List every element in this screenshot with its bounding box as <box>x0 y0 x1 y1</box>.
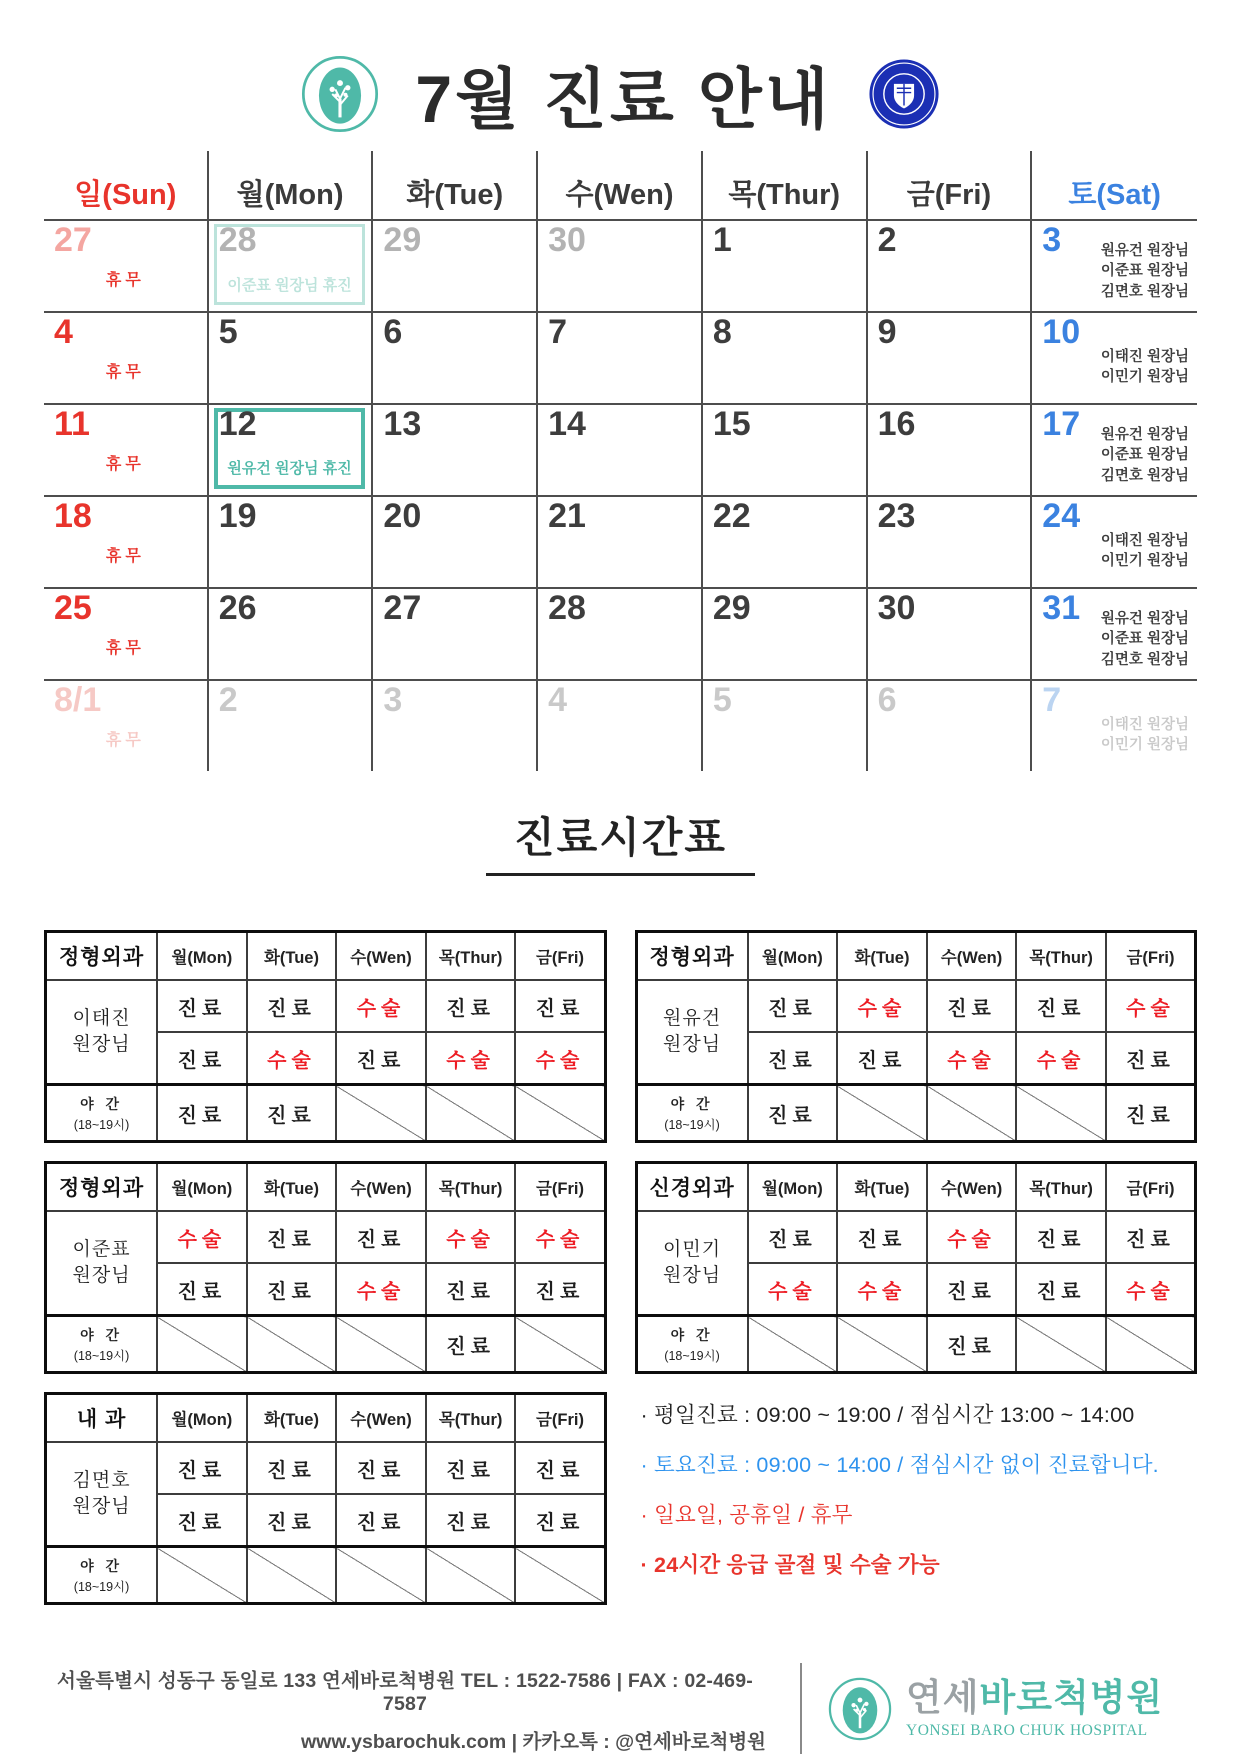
day-number: 19 <box>218 497 257 535</box>
day-header: 금(Fri) <box>1106 932 1196 981</box>
day-number: 6 <box>383 313 403 351</box>
calendar-day-28 <box>209 219 374 311</box>
calendar-day-20 <box>373 495 538 587</box>
calendar-day-8-1 <box>44 679 209 771</box>
schedule-cell: 수술 <box>157 1211 247 1263</box>
doctor-name: 이태진 원장님 <box>1100 717 1189 733</box>
night-label <box>46 1547 158 1604</box>
schedule-cell: 수술 <box>748 1263 838 1316</box>
night-label-text: 야 간 <box>670 1326 714 1343</box>
holiday-label: 휴무 <box>105 732 145 749</box>
calendar-day-24 <box>1032 495 1197 587</box>
empty-slot <box>247 1547 337 1604</box>
schedule-cell: 수술 <box>515 1032 605 1085</box>
day-header: 목(Thur) <box>426 932 516 981</box>
schedule-cell: 수술 <box>837 1263 927 1316</box>
calendar-day-10 <box>1032 311 1197 403</box>
empty-slot <box>1106 1316 1196 1373</box>
day-number: 20 <box>383 497 422 535</box>
schedule-cell: 수술 <box>837 980 927 1032</box>
schedule-cell: 진료 <box>748 1211 838 1263</box>
holiday-label: 휴무 <box>105 456 145 473</box>
day-header: 목(Thur) <box>1016 932 1106 981</box>
empty-slot <box>837 1085 927 1142</box>
calendar-day-4 <box>538 679 703 771</box>
notes-panel <box>635 1392 1198 1605</box>
doctor-list <box>1101 531 1189 572</box>
schedule-cell: 진료 <box>247 980 337 1032</box>
schedule-cell: 진료 <box>1016 980 1106 1032</box>
schedule-cell: 진료 <box>247 1442 337 1494</box>
schedule-cell: 진료 <box>837 1032 927 1085</box>
night-label-text: 야 간 <box>80 1095 124 1112</box>
night-label-text: 야 간 <box>670 1095 714 1112</box>
doctor-name-line: 원장님 <box>663 1265 722 1286</box>
doctor-name-line: 이민기 <box>663 1239 722 1261</box>
timetable-grid <box>44 930 1197 1605</box>
day-number: 31 <box>1042 589 1081 627</box>
schedule-cell: 수술 <box>515 1211 605 1263</box>
schedule-cell: 진료 <box>515 1263 605 1316</box>
section-title: 진료시간표 <box>486 805 755 876</box>
empty-slot <box>1016 1316 1106 1373</box>
calendar-day-8 <box>703 311 868 403</box>
calendar-day-14 <box>538 403 703 495</box>
doctor-name: 김면호 원장님 <box>1100 283 1189 300</box>
day-number: 30 <box>877 589 916 627</box>
day-number: 6 <box>877 681 897 719</box>
empty-slot <box>157 1316 247 1373</box>
brand-name-ko-gray: 연세 <box>906 1676 980 1718</box>
poster-header <box>0 0 1241 141</box>
schedule-cell: 진료 <box>336 1494 426 1547</box>
day-number: 3 <box>383 681 403 719</box>
dept-label: 정형외과 <box>636 932 748 981</box>
calendar-grid <box>44 219 1197 771</box>
schedule-cell: 진료 <box>837 1211 927 1263</box>
page-title: 7월 진료 안내 <box>415 62 832 136</box>
calendar-day-16 <box>868 403 1033 495</box>
day-header: 목(Thur) <box>1016 1163 1106 1212</box>
schedule-cell: 수술 <box>927 1032 1017 1085</box>
schedule-cell: 진료 <box>157 1494 247 1547</box>
empty-slot <box>426 1547 516 1604</box>
empty-slot <box>247 1316 337 1373</box>
holiday-label: 휴무 <box>105 548 145 565</box>
schedule-cell: 진료 <box>748 1085 838 1142</box>
holiday-label: 휴무 <box>105 364 145 381</box>
calendar-day-3 <box>373 679 538 771</box>
calendar-day-29 <box>373 219 538 311</box>
calendar-day-3 <box>1032 219 1197 311</box>
doctor-name: 원유건 원장님 <box>1100 611 1189 627</box>
schedule-cell: 진료 <box>927 1316 1017 1373</box>
doctor-name: 원유건 원장님 <box>1100 427 1189 443</box>
day-number: 15 <box>712 405 751 443</box>
schedule-cell: 진료 <box>426 1494 516 1547</box>
day-header: 화(Tue) <box>247 1163 337 1212</box>
calendar-day-7 <box>1032 679 1197 771</box>
calendar-day-header-5: 목(Thur) <box>703 151 868 219</box>
night-label-hours: (18~19시) <box>73 1117 130 1132</box>
schedule-cell: 진료 <box>1106 1032 1196 1085</box>
brand-name-en: YONSEI BARO CHUK HOSPITAL <box>906 1722 1148 1740</box>
schedule-cell: 진료 <box>927 980 1017 1032</box>
day-number: 27 <box>54 221 92 259</box>
schedule-cell: 진료 <box>927 1263 1017 1316</box>
day-header: 화(Tue) <box>837 1163 927 1212</box>
doctor-name: 김면호 원장님 <box>1100 651 1189 668</box>
poster-footer <box>40 1663 1201 1754</box>
dept-label: 정형외과 <box>46 932 158 981</box>
doctor-list <box>1101 609 1189 670</box>
night-label <box>636 1316 748 1373</box>
timetable-이태진 <box>44 930 607 1143</box>
schedule-cell: 진료 <box>157 1032 247 1085</box>
empty-slot <box>426 1085 516 1142</box>
footer-logo-icon <box>828 1677 892 1741</box>
day-header: 수(Wen) <box>927 1163 1017 1212</box>
night-label <box>636 1085 748 1142</box>
day-header: 월(Mon) <box>157 1163 247 1212</box>
calendar-day-1 <box>703 219 868 311</box>
schedule-cell: 수술 <box>1016 1032 1106 1085</box>
doctor-name: 이민기 원장님 <box>1100 737 1189 754</box>
day-header: 금(Fri) <box>1106 1163 1196 1212</box>
schedule-cell: 진료 <box>515 980 605 1032</box>
schedule-cell: 진료 <box>748 980 838 1032</box>
day-number: 7 <box>548 313 568 351</box>
calendar-day-27 <box>44 219 209 311</box>
doctor-name: 김면호 원장님 <box>1100 467 1189 484</box>
dept-label: 내 과 <box>46 1394 158 1443</box>
calendar-day-11 <box>44 403 209 495</box>
doctor-name: 이준표 원장님 <box>1100 631 1189 648</box>
schedule-cell: 수술 <box>426 1211 516 1263</box>
day-header: 금(Fri) <box>515 1394 605 1443</box>
calendar-day-header-3: 화(Tue) <box>373 151 538 219</box>
schedule-cell: 수술 <box>336 980 426 1032</box>
calendar-day-26 <box>209 587 374 679</box>
schedule-cell: 수술 <box>426 1032 516 1085</box>
doctor-name: 원유건 원장님 <box>1100 243 1189 259</box>
schedule-cell: 진료 <box>1016 1263 1106 1316</box>
day-number: 30 <box>548 221 586 259</box>
calendar-day-15 <box>703 403 868 495</box>
doctor-name: 이민기 원장님 <box>1100 553 1189 570</box>
calendar-day-header-2: 월(Mon) <box>209 151 374 219</box>
schedule-cell: 진료 <box>157 1085 247 1142</box>
schedule-cell: 진료 <box>515 1442 605 1494</box>
day-header: 목(Thur) <box>426 1163 516 1212</box>
schedule-cell: 진료 <box>157 1263 247 1316</box>
day-number: 29 <box>383 221 422 259</box>
calendar-day-18 <box>44 495 209 587</box>
calendar-day-header-7: 토(Sat) <box>1068 179 1161 211</box>
calendar-day-header-6: 금(Fri) <box>868 151 1033 219</box>
calendar-day-13 <box>373 403 538 495</box>
doctor-name-line: 이태진 <box>72 1008 131 1030</box>
doctor-name-line: 김면호 <box>72 1470 131 1492</box>
night-label-hours: (18~19시) <box>73 1579 130 1594</box>
empty-slot <box>515 1316 605 1373</box>
day-number: 14 <box>548 405 586 443</box>
calendar-day-17 <box>1032 403 1197 495</box>
day-number: 2 <box>877 221 897 259</box>
dept-label: 신경외과 <box>636 1163 748 1212</box>
calendar-day-31 <box>1032 587 1197 679</box>
doctor-name-cell <box>46 980 158 1085</box>
footer-contact <box>40 1665 770 1754</box>
footer-divider <box>800 1663 802 1754</box>
calendar-day-25 <box>44 587 209 679</box>
doctor-name-cell <box>636 980 748 1085</box>
schedule-cell: 진료 <box>426 1442 516 1494</box>
doctor-name: 이태진 원장님 <box>1100 349 1189 365</box>
timetable-이민기 <box>635 1161 1198 1374</box>
day-header: 화(Tue) <box>247 1394 337 1443</box>
schedule-cell: 수술 <box>336 1263 426 1316</box>
calendar-day-5 <box>703 679 868 771</box>
day-number: 8/1 <box>54 681 102 719</box>
schedule-cell: 진료 <box>157 1442 247 1494</box>
doctor-list <box>1101 715 1189 756</box>
calendar-day-27 <box>373 587 538 679</box>
note-line: · 일요일, 공휴일 / 휴무 <box>640 1503 853 1527</box>
schedule-cell: 진료 <box>247 1085 337 1142</box>
timetable-원유건 <box>635 930 1198 1143</box>
hospital-seal-icon <box>301 55 379 133</box>
day-number: 28 <box>218 221 257 259</box>
schedule-cell: 진료 <box>1106 1211 1196 1263</box>
calendar-day-22 <box>703 495 868 587</box>
night-label-hours: (18~19시) <box>664 1348 720 1363</box>
schedule-cell: 수술 <box>247 1032 337 1085</box>
doctor-list <box>1101 425 1189 486</box>
calendar-day-28 <box>538 587 703 679</box>
day-number: 23 <box>877 497 916 535</box>
footer-address: 서울특별시 성동구 동일로 133 연세바로척병원 TEL : 1522-7586 | FAX : 02-469-7587 <box>57 1669 753 1715</box>
doctor-name-line: 원장님 <box>72 1496 131 1517</box>
footer-brand <box>828 1677 1163 1741</box>
calendar-day-6 <box>868 679 1033 771</box>
empty-slot <box>837 1316 927 1373</box>
calendar-day-9 <box>868 311 1033 403</box>
doctor-name-cell <box>46 1442 158 1547</box>
doctor-name: 이민기 원장님 <box>1100 369 1189 386</box>
calendar-day-6 <box>373 311 538 403</box>
day-header: 수(Wen) <box>336 1163 426 1212</box>
holiday-label: 휴무 <box>105 640 145 657</box>
empty-slot <box>157 1547 247 1604</box>
timetable-이준표 <box>44 1161 607 1374</box>
empty-slot <box>336 1085 426 1142</box>
timetable-section-header <box>0 805 1241 876</box>
day-number: 4 <box>548 681 568 719</box>
day-number: 24 <box>1042 497 1081 535</box>
night-label-text: 야 간 <box>80 1326 124 1343</box>
doctor-name-line: 원유건 <box>663 1008 722 1030</box>
day-number: 1 <box>712 221 732 259</box>
day-number: 3 <box>1042 221 1062 259</box>
doctor-list <box>1101 347 1189 388</box>
day-number: 16 <box>877 405 916 443</box>
calendar-day-30 <box>868 587 1033 679</box>
empty-slot <box>1016 1085 1106 1142</box>
schedule-cell: 진료 <box>426 1263 516 1316</box>
day-header: 금(Fri) <box>515 932 605 981</box>
day-number: 29 <box>712 589 751 627</box>
day-number: 2 <box>218 681 238 719</box>
doctor-name-line: 이준표 <box>72 1239 131 1261</box>
day-header: 월(Mon) <box>157 932 247 981</box>
day-number: 18 <box>54 497 92 535</box>
calendar-day-29 <box>703 587 868 679</box>
day-number: 8 <box>712 313 732 351</box>
night-label-text: 야 간 <box>80 1557 124 1574</box>
day-number: 5 <box>218 313 238 351</box>
calendar-header-row <box>44 151 1197 219</box>
day-number: 9 <box>877 313 897 351</box>
brand-name-ko-teal: 바로척병원 <box>979 1676 1164 1718</box>
empty-slot <box>336 1547 426 1604</box>
calendar-day-5 <box>209 311 374 403</box>
university-seal-icon <box>868 58 940 130</box>
schedule-cell: 진료 <box>515 1494 605 1547</box>
brand-name-ko <box>906 1678 1163 1719</box>
schedule-cell: 수술 <box>1106 1263 1196 1316</box>
calendar <box>44 151 1197 771</box>
schedule-cell: 진료 <box>426 1316 516 1373</box>
timetable-김면호 <box>44 1392 607 1605</box>
day-number: 27 <box>383 589 422 627</box>
day-number: 10 <box>1042 313 1081 351</box>
day-number: 12 <box>218 405 257 443</box>
day-header: 월(Mon) <box>748 1163 838 1212</box>
calendar-day-30 <box>538 219 703 311</box>
note-line: · 24시간 응급 골절 및 수술 가능 <box>640 1553 940 1577</box>
calendar-day-12 <box>209 403 374 495</box>
empty-slot <box>336 1316 426 1373</box>
day-header: 월(Mon) <box>748 932 838 981</box>
calendar-day-header-1: 일(Sun) <box>44 151 209 219</box>
schedule-cell: 진료 <box>426 980 516 1032</box>
day-number: 5 <box>712 681 732 719</box>
day-number: 26 <box>218 589 257 627</box>
calendar-day-21 <box>538 495 703 587</box>
doctor-name: 이준표 원장님 <box>1100 447 1189 464</box>
calendar-day-2 <box>868 219 1033 311</box>
schedule-cell: 진료 <box>1016 1211 1106 1263</box>
doctor-name-line: 원장님 <box>72 1265 131 1286</box>
night-label-hours: (18~19시) <box>73 1348 130 1363</box>
day-number: 7 <box>1042 681 1062 719</box>
note-line: · 토요진료 : 09:00 ~ 14:00 / 점심시간 없이 진료합니다. <box>640 1453 1159 1477</box>
day-number: 4 <box>54 313 73 351</box>
schedule-cell: 진료 <box>748 1032 838 1085</box>
schedule-cell: 진료 <box>157 980 247 1032</box>
doctor-name-cell <box>636 1211 748 1316</box>
night-label <box>46 1085 158 1142</box>
empty-slot <box>515 1085 605 1142</box>
schedule-cell: 진료 <box>247 1263 337 1316</box>
schedule-cell: 진료 <box>336 1442 426 1494</box>
doctor-name: 이준표 원장님 <box>1100 263 1189 280</box>
day-header: 화(Tue) <box>247 932 337 981</box>
day-header: 금(Fri) <box>515 1163 605 1212</box>
day-header: 목(Thur) <box>426 1394 516 1443</box>
calendar-day-2 <box>209 679 374 771</box>
day-number: 28 <box>548 589 586 627</box>
empty-slot <box>515 1547 605 1604</box>
doctor-name: 이태진 원장님 <box>1100 533 1189 549</box>
day-number: 17 <box>1042 405 1081 443</box>
closure-note: 이준표 원장님 휴진 <box>227 277 352 294</box>
calendar-day-4 <box>44 311 209 403</box>
holiday-label: 휴무 <box>105 272 145 289</box>
doctor-name-cell <box>46 1211 158 1316</box>
schedule-cell: 진료 <box>336 1032 426 1085</box>
night-label-hours: (18~19시) <box>664 1117 720 1132</box>
footer-web: www.ysbarochuk.com | 카카오톡 : @연세바로척병원 <box>300 1730 766 1753</box>
day-header: 화(Tue) <box>837 932 927 981</box>
day-number: 11 <box>54 405 90 443</box>
day-header: 수(Wen) <box>336 932 426 981</box>
calendar-day-7 <box>538 311 703 403</box>
day-number: 21 <box>548 497 586 535</box>
closure-note: 원유건 원장님 휴진 <box>227 460 352 477</box>
doctor-name-line: 원장님 <box>663 1034 722 1055</box>
day-header: 수(Wen) <box>336 1394 426 1443</box>
day-number: 13 <box>383 405 422 443</box>
schedule-cell: 수술 <box>927 1211 1017 1263</box>
day-number: 25 <box>54 589 92 627</box>
calendar-day-19 <box>209 495 374 587</box>
day-header: 월(Mon) <box>157 1394 247 1443</box>
night-label <box>46 1316 158 1373</box>
schedule-cell: 진료 <box>247 1211 337 1263</box>
doctor-name-line: 원장님 <box>72 1034 131 1055</box>
empty-slot <box>748 1316 838 1373</box>
schedule-cell: 수술 <box>1106 980 1196 1032</box>
note-line: · 평일진료 : 09:00 ~ 19:00 / 점심시간 13:00 ~ 14:00 <box>640 1403 1135 1427</box>
doctor-list <box>1101 241 1189 302</box>
calendar-day-23 <box>868 495 1033 587</box>
brand-name <box>906 1678 1163 1741</box>
schedule-cell: 진료 <box>336 1211 426 1263</box>
schedule-cell: 진료 <box>247 1494 337 1547</box>
schedule-cell: 진료 <box>1106 1085 1196 1142</box>
dept-label: 정형외과 <box>46 1163 158 1212</box>
day-header: 수(Wen) <box>927 932 1017 981</box>
calendar-day-header-4: 수(Wen) <box>538 151 703 219</box>
empty-slot <box>927 1085 1017 1142</box>
day-number: 22 <box>712 497 751 535</box>
